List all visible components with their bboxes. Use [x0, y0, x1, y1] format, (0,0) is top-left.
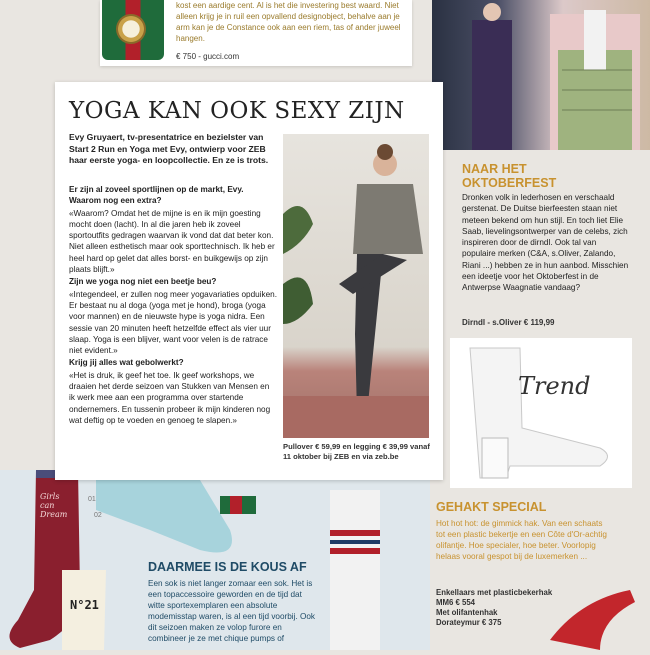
socks-body: Een sok is niet langer zomaar een sok. Het is een topaccessoire geworden en de tijd dat witte sportexemplaren een absolute modemisstap waren, is al een tijd voorbij. Ook dit seizoen maken ze volop furore en combineer je ze met chique pumps of — [148, 579, 316, 643]
yoga-question-2: Zijn we yoga nog niet een beetje beu? — [69, 277, 217, 287]
socks-title: DAARMEE IS DE KOUS AF — [148, 560, 307, 574]
yoga-pose-photo — [283, 134, 429, 438]
yoga-answer-1: «Waarom? Omdat het de mijne is en ik mijn goesting mocht doen (lacht). In al die jaren heb ik zoveel sportoutfits gedragen waarvan ik vond dat dat beter kon. Niet alleen esthetisch maar ook sporttechnisch. Ik heb er heel hard op gelet dat alles borst- en buikgewijs op zijn plaats blijft.» — [69, 208, 275, 275]
gucci-text: kost een aardige cent. Al is het die investering best waard. Niet alleen krijg je in ruil een opvallend designobject, behalve aan je arm kan je de Constance ook aan een riem, tas of ander juweel hangen. — [176, 1, 401, 43]
oktoberfest-runway-image — [432, 0, 650, 150]
yoga-answer-2: «Integendeel, er zullen nog meer yogavariaties opduiken. Er bestaat nu al doga (yoga met je hond), broga (yoga voor mannen) en de nieuwste hype is yoga nidra. Een sessie van 20 minuten heeft hetzelfde effect als vier uur slaap. Yoga is een blijver, want voor velen is de ratrace niet evident.» — [69, 289, 278, 356]
oktoberfest-price: Dirndl - s.Oliver € 119,99 — [462, 318, 555, 327]
yoga-caption: Pullover € 59,99 en legging € 39,99 vanaf 11 oktober bij ZEB en via zeb.be — [283, 442, 430, 461]
sock-item-number-1: 01 — [88, 496, 96, 503]
sock-item-number-2: 02 — [94, 512, 102, 519]
oktoberfest-body: Dronken volk in lederhosen en verschaald gerstenat. De Duitse bierfeesten staan niet meteen bekend om hun stijl. En toch liet Elie Saab, lievelingsontwerper van de celebs, zich inspireren door de dirndl. Ook tal van populaire merken (C&A, s.Oliver, Zalando, Riani ...) hebben ze in hun aanbod. Misschien een ideetje voor het Oktoberfest in de Antwerpse Waagnatie vandaag? — [462, 193, 629, 293]
yoga-lead: Evy Gruyaert, tv-presentatrice en bezielster van Start 2 Run en Yoga met Evy, ontwierp voor ZEB haar eerste yoga- en loopcollectie. En ze is trots. — [69, 132, 269, 165]
dirndl-illustration — [432, 0, 650, 150]
red-shoe-illustration — [540, 580, 640, 650]
yoga-figure-illustration — [283, 134, 429, 438]
yoga-answer-3: «Het is druk, ik geef het toe. Ik geef workshops, we draaien het derde seizoen van Stukken van Mensen en ik werk mee aan een programma over startende ondernemers. En tussenin probeer ik mijn kinderen nog wat deftig op te voeden en genoeg te slapen.» — [69, 370, 271, 425]
sock-number: N°21 — [70, 598, 99, 612]
gehakt-body: Hot hot hot: de gimmick hak. Van een schaats tot een plastic bekertje en een Côte d'Or-achtig olifantje. Hoe specialer, hoe beter. Voorlopig helaas vooral gespot bij de luxemerken ... — [436, 519, 607, 561]
white-boot-image — [450, 338, 632, 488]
oktoberfest-title: NAAR HET OKTOBERFEST — [462, 162, 557, 190]
trend-word: Trend — [518, 372, 591, 400]
gehakt-price-line-3: Met olifantenhak — [436, 608, 498, 617]
gehakt-price-line-1: Enkellaars met plasticbekerhak — [436, 588, 553, 597]
gehakt-price-line-2: MM6 € 554 — [436, 598, 476, 607]
gucci-price: € 750 - gucci.com — [176, 52, 240, 61]
yoga-body — [69, 184, 277, 427]
gucci-watch-card — [100, 0, 412, 66]
boot-illustration — [450, 338, 632, 488]
yoga-title: YOGA KAN OOK SEXY ZIJN — [69, 98, 405, 124]
yoga-question-1: Er zijn al zoveel sportlijnen op de markt, Evy. Waarom nog een extra? — [69, 185, 244, 206]
gehakt-price-line-4: Dorateymur € 375 — [436, 618, 502, 627]
yoga-article-card — [55, 82, 443, 480]
watch-face-image — [116, 14, 146, 44]
gehakt-title: GEHAKT SPECIAL — [436, 500, 547, 514]
yoga-question-3: Krijg jij alles wat gebolwerkt? — [69, 358, 184, 368]
sock-print-text: Girls can Dream — [40, 492, 68, 519]
